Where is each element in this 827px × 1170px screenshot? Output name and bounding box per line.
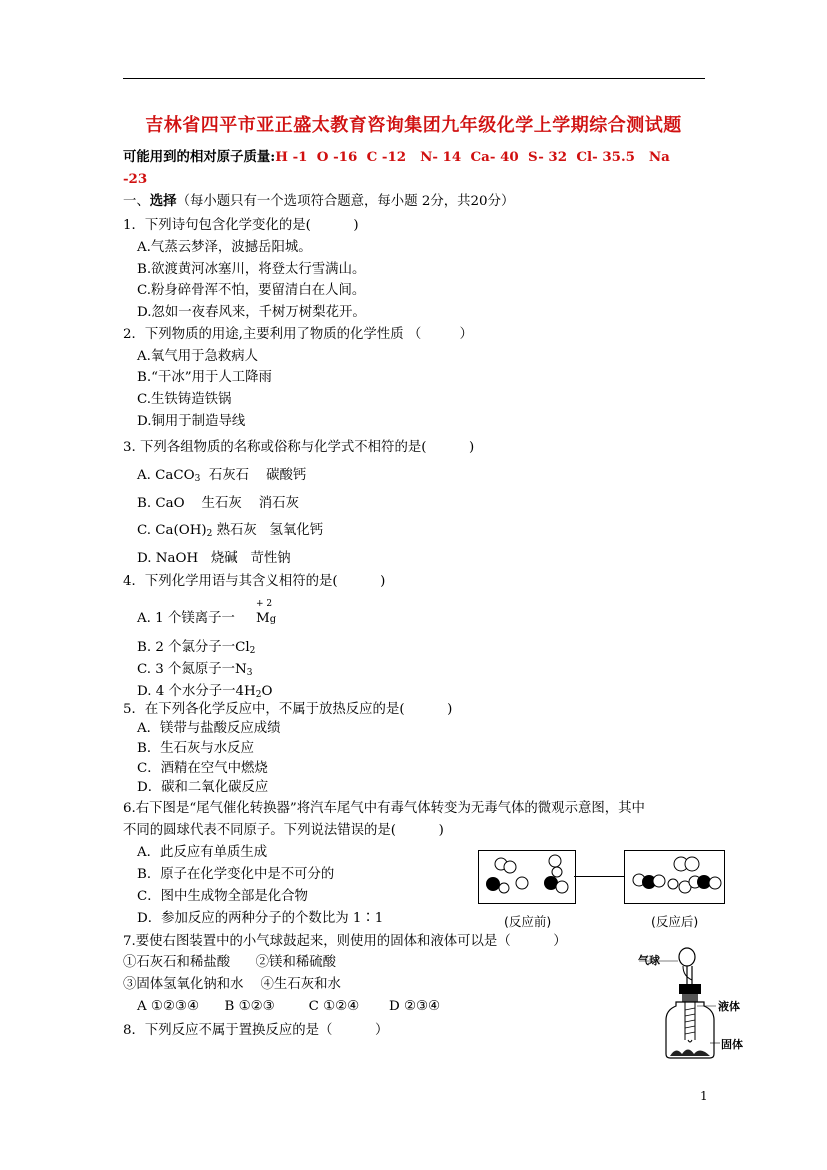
atomic-mass-line <box>123 149 670 166</box>
reaction-after-box <box>624 850 725 904</box>
q7-line2: ③固体氢氧化钠和水 ④生石灰和水 <box>123 977 341 992</box>
label-balloon: 气球 <box>638 954 660 967</box>
q7-line1: ①石灰石和稀盐酸 ②镁和稀硫酸 <box>123 955 337 970</box>
q1-option-c: C.粉身碎骨浑不怕，要留清白在人间。 <box>137 283 366 298</box>
caption-after: (反应后) <box>651 914 699 929</box>
label-liquid: 液体 <box>718 1000 740 1013</box>
header-rule <box>123 78 705 79</box>
q3-option-a: A. CaCO$_3$ 石灰石 碳酸钙 <box>137 468 307 484</box>
molecules-after-diagram <box>625 851 724 903</box>
q5-option-b: B．生石灰与水反应 <box>137 741 254 756</box>
q3-option-c: C. $Ca(OH)_2$ 熟石灰 氢氧化钙 <box>137 523 324 539</box>
atomic-mass-values: H -1 O -16 C -12 N- 14 Ca- 40 S- 32 Cl- 35.5 Na <box>275 149 670 165</box>
q5-stem: 5．在下列各化学反应中，不属于放热反应的是( ) <box>123 702 453 717</box>
label-solid: 固体 <box>721 1038 743 1051</box>
q1-option-a: A.气蒸云梦泽，波撼岳阳城。 <box>137 240 312 255</box>
q2-option-a: A.氧气用于急救病人 <box>137 349 259 364</box>
section-prefix: 一、 <box>123 194 150 209</box>
molecules-before-diagram <box>479 851 575 903</box>
page-title: 吉林省四平市亚正盛太教育咨询集团九年级化学上学期综合测试题 <box>145 115 682 136</box>
q6-option-b: B．原子在化学变化中是不可分的 <box>137 867 335 882</box>
q4-charge: + 2 <box>256 599 273 609</box>
q4-stem: 4．下列化学用语与其含义相符的是( ) <box>123 574 386 589</box>
q4-option-d: D. 4 个水分子一$4H_2O$ <box>137 684 273 700</box>
q1-stem: 1．下列诗句包含化学变化的是( ) <box>123 218 359 233</box>
q4-option-b: B. 2 个氯分子一$Cl_2$ <box>137 640 256 656</box>
reaction-before-box <box>478 850 576 904</box>
q6-option-a: A．此反应有单质生成 <box>137 845 268 860</box>
q2-option-b: B.“干冰”用于人工降雨 <box>137 370 272 385</box>
q6-option-d: D．参加反应的两种分子的个数比为 1∶1 <box>137 911 384 926</box>
q5-option-c: C．酒精在空气中燃烧 <box>137 761 268 776</box>
q5-option-a: A．镁带与盐酸反应成绩 <box>137 721 281 736</box>
page-number: 1 <box>700 1089 708 1103</box>
q8-stem: 8．下列反应不属于置换反应的是（ ） <box>123 1023 389 1038</box>
q7-choices: A ①②③④ B ①②③ C ①②④ D ②③④ <box>137 999 440 1014</box>
q7-stem: 7.要使右图装置中的小气球鼓起来，则使用的固体和液体可以是（ ） <box>123 934 567 949</box>
q2-option-c: C.生铁铸造铁锅 <box>137 392 232 407</box>
q2-stem: 2．下列物质的用途,主要利用了物质的化学性质 （ ） <box>123 327 473 342</box>
caption-before: (反应前) <box>504 914 552 929</box>
q3-stem: 3. 下列各组物质的名称或俗称与化学式不相符的是( ) <box>123 440 475 455</box>
q6-stem-line2: 不同的圆球代表不同原子。下列说法错误的是( ) <box>123 823 444 838</box>
q6-stem-line1: 6.右下图是“尾气催化转换器”将汽车尾气中有毒气体转变为无毒气体的微观示意图，其中 <box>123 801 645 816</box>
atomic-mass-values-cont: -23 <box>123 171 148 187</box>
q3-option-b: B. CaO 生石灰 消石灰 <box>137 496 299 511</box>
q6-option-c: C．图中生成物全部是化合物 <box>137 889 308 904</box>
q1-option-b: B.欲渡黄河冰塞川，将登太行雪满山。 <box>137 262 366 277</box>
q4-option-a: A. 1 个镁离子一 <box>137 611 235 626</box>
section-heading <box>123 193 514 210</box>
q1-option-d: D.忽如一夜春风来，千树万树梨花开。 <box>137 305 366 320</box>
reaction-arrow-line <box>574 876 624 877</box>
q4-option-c: C. 3 个氮原子一$N_3$ <box>137 662 253 678</box>
section-name: 选择 <box>149 193 177 209</box>
q5-option-d: D．碳和二氧化碳反应 <box>137 780 269 795</box>
q3-option-d: D. NaOH 烧碱 苛性钠 <box>137 551 291 566</box>
atomic-mass-label: 可能用到的相对原子质量: <box>123 149 276 165</box>
q2-option-d: D.铜用于制造导线 <box>137 414 246 429</box>
q4-mg-symbol: Mg <box>256 611 277 626</box>
section-note: （每小题只有一个选项符合题意，每小题 2分，共20分） <box>176 194 515 209</box>
